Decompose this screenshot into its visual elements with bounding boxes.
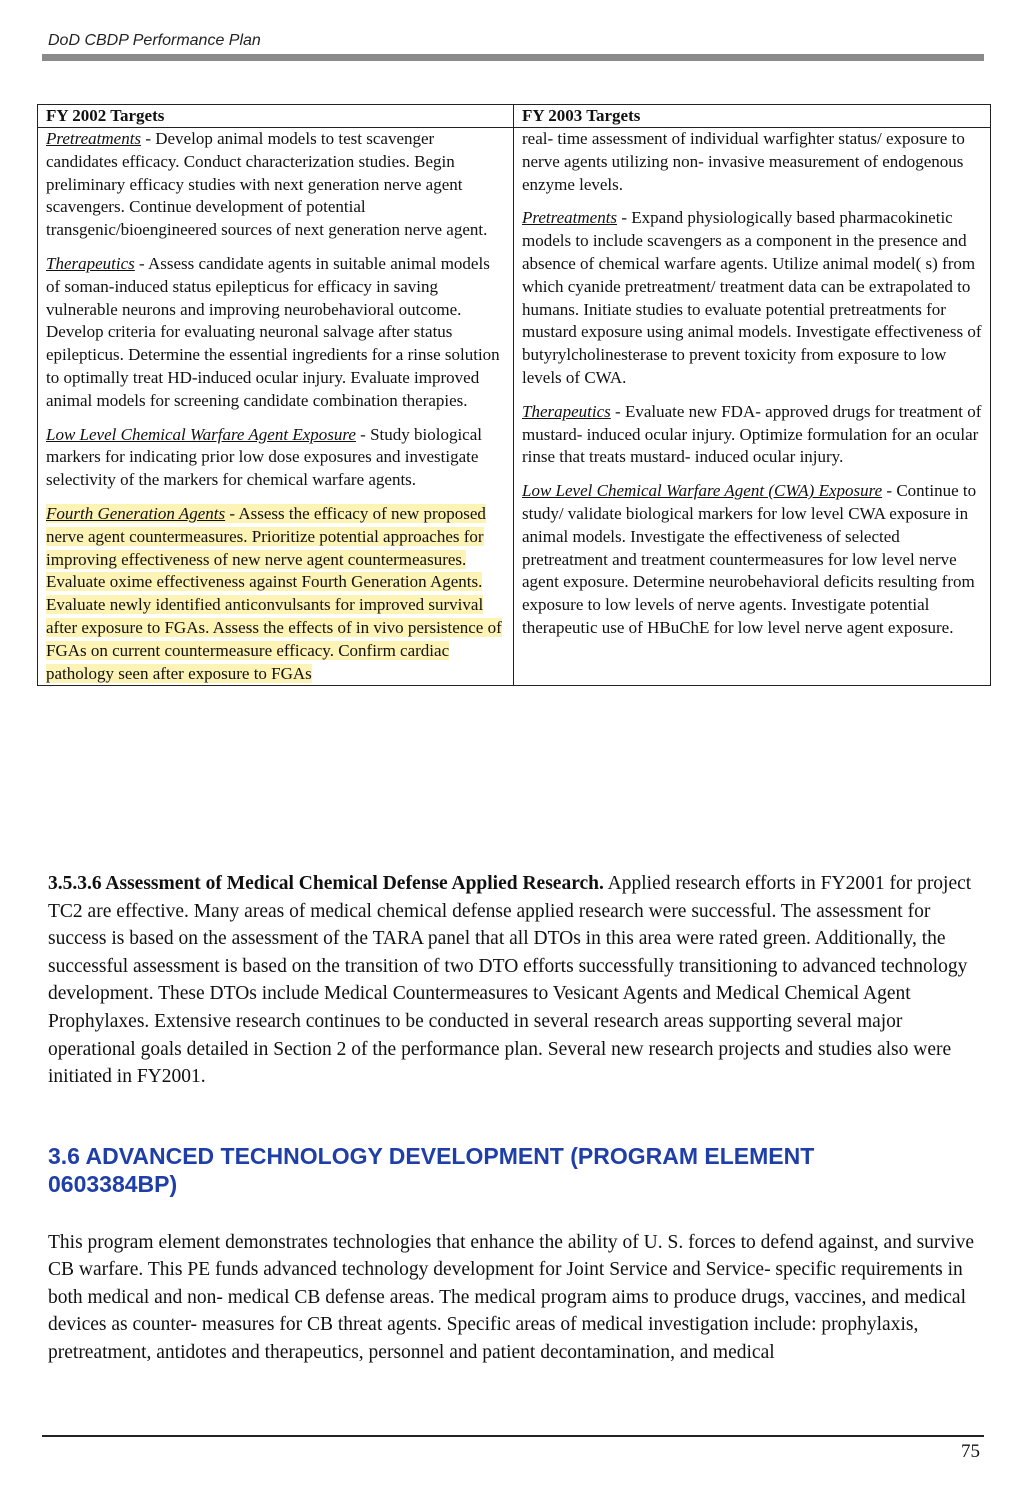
paragraph-text: - Expand physiologically based pharmacokinetic models to include scavengers as a component in the presence and absence of chemical warfare agents. Utilize animal model( s) from which cyanide pretreatment/ treatment data can be extrapolated to humans. Initiate studies to evaluate potential pretreatments for mustard exposure using animal models. Investigate effectiveness of butyrylcholinesterase to prevent toxicity from exposure to low levels of CWA.: [522, 208, 982, 387]
paragraph-text: real- time assessment of individual warfighter status/ exposure to nerve agents utilizing non- invasive measurement of endogenous enzyme levels.: [522, 129, 965, 194]
header-rule: [42, 54, 984, 61]
topic-label: Fourth Generation Agents: [46, 503, 226, 523]
topic-label: Pretreatments: [522, 208, 618, 228]
section-3-6-body: This program element demonstrates technologies that enhance the ability of U. S. forces to defend against, and survive CB warfare. This PE funds advanced technology development for Joint Service and Service- specific requirements in both medical and non- medical CB defense areas. The medical program aims to produce drugs, vaccines, and medical devices as counter- measures for CB threat agents. Specific areas of medical investigation include: prophylaxis, pretreatment, antidotes and therapeutics, personnel and patient decontamination, and medical: [48, 1232, 974, 1363]
paragraph-text: - Assess the efficacy of new proposed nerve agent countermeasures. Prioritize potential approaches for improving effectiveness of new nerve agent countermeasures. Evaluate oxime effectiveness against Fourth Generation Agents. Evaluate newly identified anticonvulsants for improved survival after exposure to FGAs. Assess the effects of in vivo persistence of FGAs on current countermeasure efficacy. Confirm cardiac pathology seen after exposure to FGAs: [46, 503, 502, 683]
fy2003-low-level-cwa-paragraph: [522, 480, 982, 640]
topic-label: Low Level Chemical Warfare Agent Exposure: [46, 424, 356, 444]
highlighted-passage: [46, 504, 502, 683]
paragraph-text: - Study biological markers for indicating prior low dose exposures and investigate selectivity of the markers for chemical warfare agents.: [46, 424, 482, 490]
topic-label: Low Level Chemical Warfare Agent (CWA) Exposure: [522, 481, 883, 501]
footer-rule: [42, 1435, 984, 1437]
fy2002-pretreatments-paragraph: [46, 128, 505, 242]
paragraph-text: - Continue to study/ validate biological markers for low level CWA exposure in animal models. Investigate the effectiveness of selected pretreatment and treatment countermeasures for low level nerve agent exposure. Determine neurobehavioral deficits resulting from exposure to low levels of nerve agents. Investigate potential therapeutic use of HBuChE for low level nerve agent exposure.: [522, 481, 977, 637]
topic-label: Pretreatments: [46, 129, 142, 148]
section-3-5-3-6-body: Applied research efforts in FY2001 for project TC2 are effective. Many areas of medical chemical defense applied research were successful. The assessment for success is based on the assessment of the TARA panel that all DTOs in this area were rated green. Additionally, the successful assessment is based on the transition of two DTO efforts successfully transitioning to advanced technology development. These DTOs include Medical Countermeasures to Vesicant Agents and Medical Chemical Agent Prophylaxes. Extensive research continues to be conducted in several research areas supporting several major operational goals detailed in Section 2 of the performance plan. Several new research projects and studies also were initiated in FY2001.: [48, 873, 972, 1088]
page-number: 75: [961, 1441, 980, 1462]
fy2002-fourth-generation-paragraph: [46, 503, 505, 685]
paragraph-text: - Evaluate new FDA- approved drugs for treatment of mustard- induced ocular injury. Optimize formulation for an ocular rinse that treats mustard- induced ocular injury.: [522, 401, 982, 467]
fy2002-targets-cell: [38, 128, 514, 686]
section-3-6-heading: 3.6 ADVANCED TECHNOLOGY DEVELOPMENT (PROGRAM ELEMENT 0603384BP): [48, 1143, 815, 1197]
fy2002-therapeutics-paragraph: [46, 253, 505, 413]
topic-label: Therapeutics: [522, 401, 611, 421]
section-3-5-3-6-paragraph: [48, 870, 984, 1091]
paragraph-text: - Develop animal models to test scavenger candidates efficacy. Conduct characterization studies. Begin preliminary efficacy studies with next generation nerve agent scavengers. Continue development of potential transgenic/bioengineered sources of next generation nerve agent.: [46, 129, 488, 240]
running-header-title: DoD CBDP Performance Plan: [48, 32, 261, 49]
paragraph-text: - Assess candidate agents in suitable animal models of soman-induced status epilepticus for efficacy in saving vulnerable neurons and improving neurobehavioral outcome. Develop criteria for evaluating neuronal salvage after status epilepticus. Determine the essential ingredients for a rinse solution to optimally treat HD-induced ocular injury. Evaluate improved animal models for screening candidate combination therapies.: [46, 253, 500, 410]
fy2002-low-level-cwa-paragraph: [46, 424, 505, 492]
fy2003-pretreatments-paragraph: [522, 207, 982, 389]
column-header-fy2003: FY 2003 Targets: [514, 105, 991, 128]
fy2003-targets-cell: [514, 128, 991, 686]
section-3-5-3-6-title: 3.5.3.6 Assessment of Medical Chemical Defense Applied Research.: [48, 873, 604, 894]
topic-label: Therapeutics: [46, 253, 135, 273]
column-header-fy2002: FY 2002 Targets: [38, 105, 514, 128]
fy2003-continued-paragraph: [522, 128, 982, 196]
fy2003-therapeutics-paragraph: [522, 401, 982, 469]
targets-table: [37, 104, 991, 686]
